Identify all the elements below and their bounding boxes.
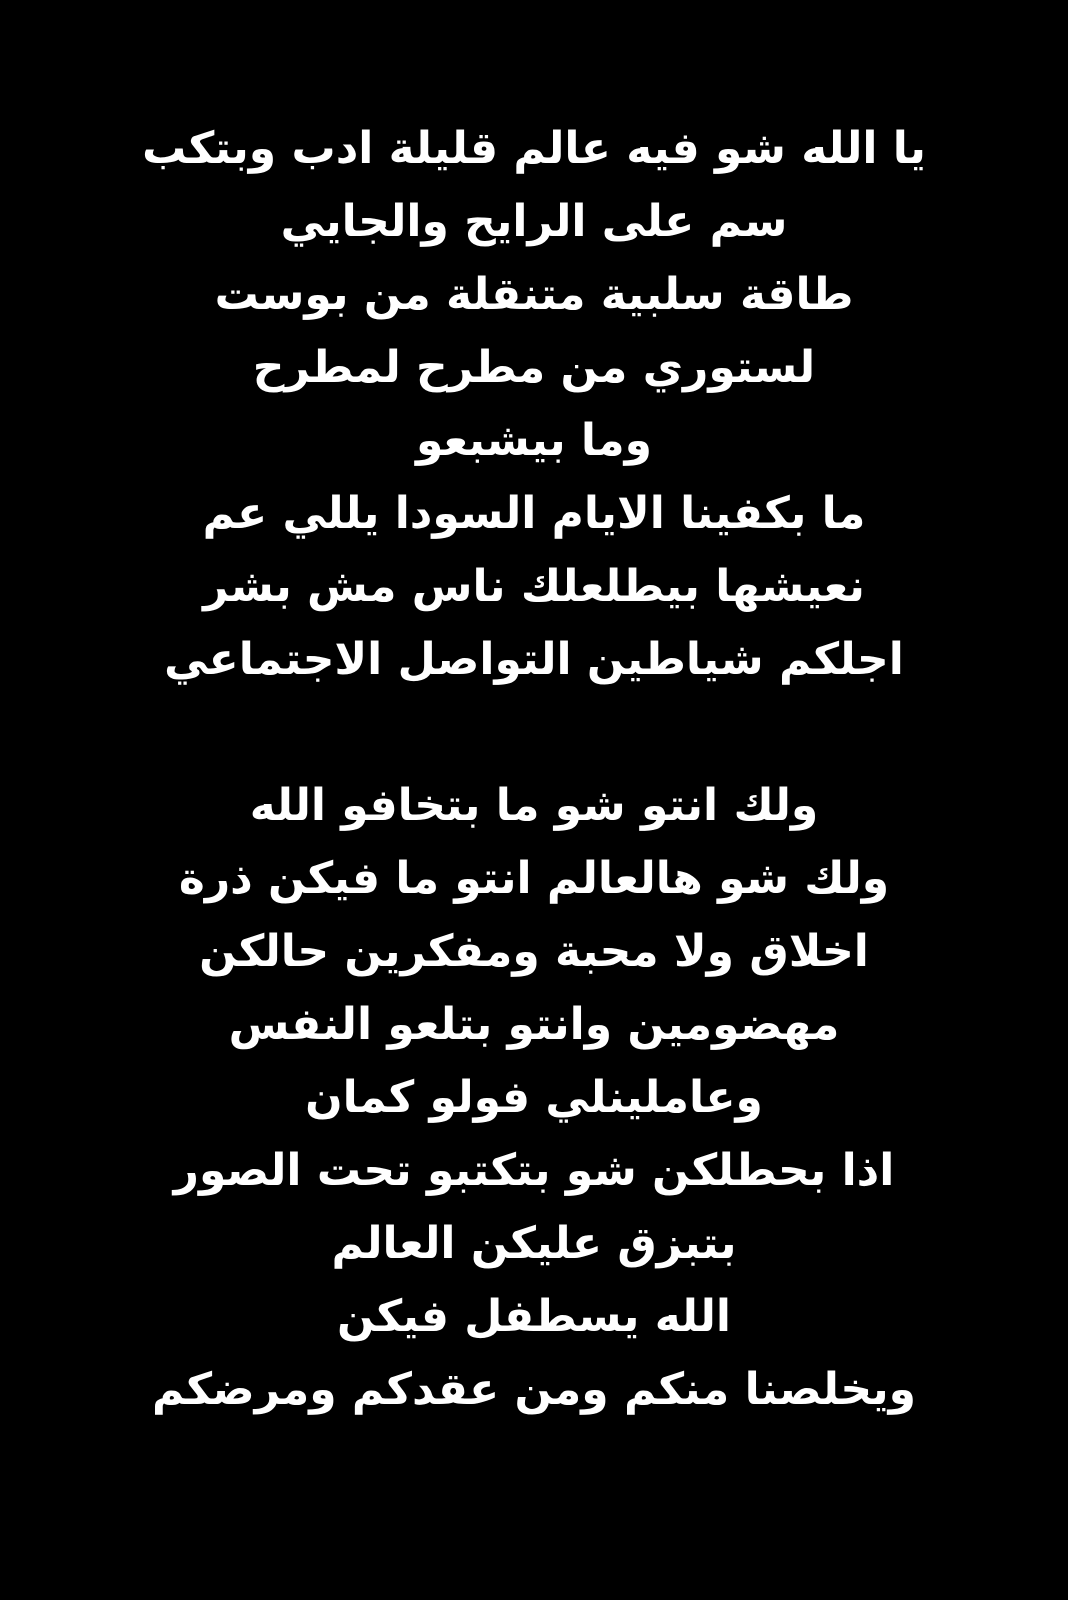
text-line: ولك شو هالعالم انتو ما فيكن ذرة: [178, 853, 890, 904]
text-line: مهضومين وانتو بتلعو النفس: [228, 999, 840, 1050]
text-line: لستوري من مطرح لمطرح: [252, 342, 816, 393]
text-line: اذا بحطلكن شو بتكتبو تحت الصور: [173, 1145, 895, 1196]
post-text-block: [34, 112, 1034, 1600]
text-line: ويخلصنا منكم ومن عقدكم ومرضكم: [152, 1364, 916, 1415]
text-line: بتبزق عليكن العالم: [331, 1218, 737, 1269]
text-line: اجلكم شياطين التواصل الاجتماعي: [164, 634, 904, 685]
text-line: يا الله شو فيه عالم قليلة ادب وبتكب: [142, 123, 926, 174]
text-line: طاقة سلبية متنقلة من بوست: [214, 269, 854, 320]
paragraph-2: [34, 769, 1034, 1426]
text-line: ما بكفينا الايام السودا يللي عم: [202, 488, 866, 539]
text-line: وعاملينلي فولو كمان: [305, 1072, 763, 1123]
text-line: اخلاق ولا محبة ومفكرين حالكن: [199, 926, 869, 977]
text-line: سم على الرايح والجايي: [280, 196, 788, 247]
text-line: الله يسطفل فيكن: [337, 1291, 731, 1342]
text-line: وما بيشبعو: [415, 415, 653, 466]
text-line: ولك انتو شو ما بتخافو الله: [249, 780, 819, 831]
paragraph-1: [34, 112, 1034, 696]
text-line: نعيشها بيطلعلك ناس مش بشر: [203, 561, 865, 612]
